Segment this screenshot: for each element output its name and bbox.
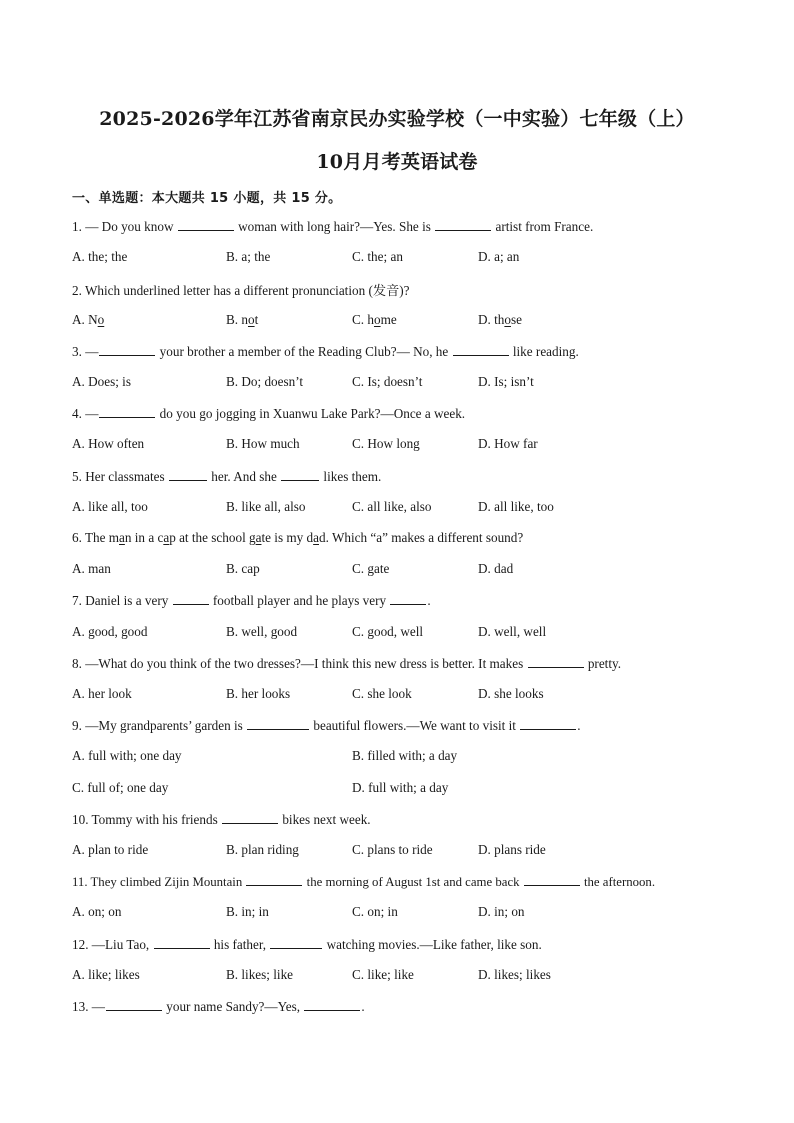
exam-title-line-1: 2025-2026学年江苏省南京民办实验学校（一中实验）七年级（上） — [99, 108, 695, 130]
option-d: D. full with; a day — [352, 780, 449, 795]
question-text: woman with long hair?—Yes. She is — [238, 219, 431, 234]
question-text: his father, — [213, 937, 267, 952]
option-b: B. not — [226, 312, 259, 327]
option-c: C. on; in — [352, 904, 398, 919]
question-text: watching movies.—Like father, like son. — [326, 937, 542, 952]
option-c: C. like; like — [352, 967, 414, 982]
answer-blank — [99, 343, 155, 356]
option-c: C. full of; one day — [72, 780, 169, 795]
question-text: . — [427, 593, 431, 608]
option-c: C. plans to ride — [352, 842, 433, 857]
answer-blank — [169, 468, 207, 481]
question-7 — [72, 592, 431, 609]
option-b: B. plan riding — [226, 842, 299, 857]
option-b: B. her looks — [226, 686, 291, 701]
option-b: B. likes; like — [226, 967, 294, 982]
question-text: the afternoon. — [583, 875, 656, 889]
answer-blank — [178, 218, 234, 231]
question-text: like reading. — [512, 344, 579, 359]
question-1 — [72, 218, 593, 235]
underlined-letter: a — [163, 530, 170, 545]
question-text: 4. — — [72, 406, 99, 421]
question-text: 11. They climbed Zijin Mountain — [72, 875, 243, 889]
option-d: D. likes; likes — [478, 967, 551, 982]
option-c: C. good, well — [352, 624, 424, 639]
answer-blank — [246, 873, 302, 886]
question-text: bikes next week. — [282, 812, 371, 827]
question-text: artist from France. — [495, 219, 594, 234]
option-a: A. How often — [72, 436, 145, 451]
option-b: B. like all, also — [226, 499, 306, 514]
question-5 — [72, 468, 381, 485]
question-text: 9. —My grandparents’ garden is — [72, 718, 243, 733]
question-text: . — [577, 718, 581, 733]
question-text: 5. Her classmates — [72, 469, 165, 484]
option-b: B. How much — [226, 436, 300, 451]
option-d: D. those — [478, 312, 522, 327]
question-text: . — [361, 999, 365, 1014]
option-a: A. full with; one day — [72, 748, 182, 763]
underlined-letter: a — [313, 530, 319, 545]
option-b: B. cap — [226, 561, 260, 576]
answer-blank — [173, 592, 209, 605]
option-a: A. Does; is — [72, 374, 131, 389]
exam-title-line-2: 10月月考英语试卷 — [316, 151, 478, 173]
question-4 — [72, 405, 465, 422]
question-text: your name Sandy?—Yes, — [166, 999, 301, 1014]
question-text: 1. — Do you know — [72, 219, 174, 234]
answer-blank — [304, 998, 360, 1011]
option-b: B. in; in — [226, 904, 269, 919]
answer-blank — [222, 811, 278, 824]
question-text: 12. —Liu Tao, — [72, 937, 150, 952]
answer-blank — [99, 405, 155, 418]
question-6: 6. The man in a cap at the school gate is my dad. Which “a” makes a different sound? — [72, 530, 524, 545]
option-d: D. plans ride — [478, 842, 546, 857]
question-8 — [72, 655, 621, 672]
answer-blank — [528, 655, 584, 668]
question-9 — [72, 717, 581, 734]
option-c: C. home — [352, 312, 397, 327]
question-text: 7. Daniel is a very — [72, 593, 169, 608]
option-c: C. Is; doesn’t — [352, 374, 423, 389]
option-d: D. Is; isn’t — [478, 374, 534, 389]
section-heading: 一、单选题：本大题共 15 小题，共 15 分。 — [72, 191, 342, 206]
option-d: D. a; an — [478, 249, 520, 264]
option-b: B. filled with; a day — [352, 748, 458, 763]
option-a: A. man — [72, 561, 111, 576]
option-a: A. on; on — [72, 904, 122, 919]
option-b: B. well, good — [226, 624, 298, 639]
option-d: D. all like, too — [478, 499, 554, 514]
option-c: C. she look — [352, 686, 412, 701]
option-a: A. her look — [72, 686, 132, 701]
option-a: A. No — [72, 312, 105, 327]
answer-blank — [281, 468, 319, 481]
option-d: D. she looks — [478, 686, 544, 701]
option-a: A. like all, too — [72, 499, 148, 514]
question-text: 13. — — [72, 999, 105, 1014]
answer-blank — [270, 936, 322, 949]
option-d: D. How far — [478, 436, 538, 451]
answer-blank — [435, 218, 491, 231]
answer-blank — [520, 717, 576, 730]
option-c: C. gate — [352, 561, 390, 576]
option-c: C. the; an — [352, 249, 403, 264]
option-b: B. Do; doesn’t — [226, 374, 304, 389]
option-a: A. good, good — [72, 624, 148, 639]
option-d: D. dad — [478, 561, 514, 576]
option-b: B. a; the — [226, 249, 271, 264]
option-c: C. all like, also — [352, 499, 432, 514]
option-a: A. plan to ride — [72, 842, 149, 857]
question-3 — [72, 343, 579, 360]
underlined-letter: a — [119, 530, 125, 545]
answer-blank — [453, 343, 509, 356]
question-10 — [72, 811, 371, 828]
question-text: beautiful flowers.—We want to visit it — [313, 718, 516, 733]
question-text: her. And she — [211, 469, 277, 484]
answer-blank — [106, 998, 162, 1011]
question-2 — [72, 280, 410, 299]
question-text: the morning of August 1st and came back — [306, 875, 520, 889]
option-d: D. well, well — [478, 624, 547, 639]
question-text: do you go jogging in Xuanwu Lake Park?—Once a week. — [159, 406, 466, 421]
question-text: 2. Which underlined letter has a different pronunciation (发音)? — [72, 283, 410, 298]
question-text: your brother a member of the Reading Club?— No, he — [159, 344, 449, 359]
answer-blank — [524, 873, 580, 886]
question-12 — [72, 936, 542, 953]
answer-blank — [390, 592, 426, 605]
option-c: C. How long — [352, 436, 420, 451]
answer-blank — [154, 936, 210, 949]
option-a: A. like; likes — [72, 967, 140, 982]
question-11 — [72, 873, 655, 890]
option-a: A. the; the — [72, 249, 128, 264]
answer-blank — [247, 717, 309, 730]
option-d: D. in; on — [478, 904, 525, 919]
question-text: likes them. — [323, 469, 382, 484]
question-text: 8. —What do you think of the two dresses?—I think this new dress is better. It makes — [72, 656, 524, 671]
question-text: 10. Tommy with his friends — [72, 812, 218, 827]
question-text: 3. — — [72, 344, 99, 359]
underlined-letter: a — [255, 530, 262, 545]
question-text: football player and he plays very — [212, 593, 387, 608]
question-13 — [72, 998, 365, 1015]
question-text: pretty. — [587, 656, 622, 671]
